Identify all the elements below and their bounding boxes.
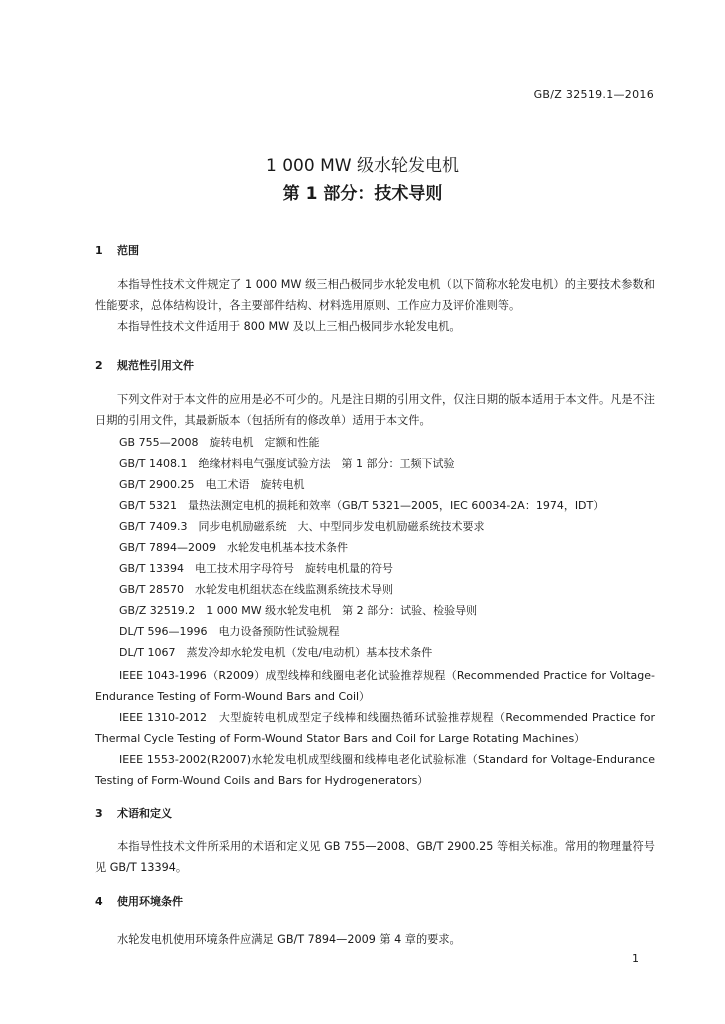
section-number: 4 xyxy=(95,895,103,908)
reference-item: GB 755—2008 旋转电机 定额和性能 xyxy=(119,436,320,449)
section-number: 1 xyxy=(95,244,103,257)
reference-item: GB/T 2900.25 电工术语 旋转电机 xyxy=(119,478,305,491)
section-title: 范围 xyxy=(117,244,139,257)
reference-item xyxy=(95,707,655,749)
document-title: 1 000 MW 级水轮发电机 xyxy=(266,156,459,176)
section-title: 规范性引用文件 xyxy=(117,359,194,372)
paragraph-text: 下列文件对于本文件的应用是必不可少的。凡是注日期的引用文件，仅注日期的版本适用于本文件。凡是不注日期的引用文件，其最新版本（包括所有的修改单）适用于本文件。 xyxy=(95,393,655,427)
reference-text: IEEE 1310-2012 大型旋转电机成型定子线棒和线圈热循环试验推荐规程（Recommended Practice for Thermal Cycle Testing of Form-Wound Stator Bars and Coil for Large Rotating Machines） xyxy=(95,711,655,745)
section-heading xyxy=(95,357,194,373)
section-heading xyxy=(95,805,172,821)
paragraph xyxy=(95,389,655,431)
reference-item: GB/Z 32519.2 1 000 MW 级水轮发电机 第 2 部分：试验、检验导则 xyxy=(119,604,478,617)
section-title: 使用环境条件 xyxy=(117,895,183,908)
paragraph xyxy=(95,274,655,316)
document-subtitle: 第 1 部分：技术导则 xyxy=(282,184,443,204)
section-heading xyxy=(95,242,139,258)
reference-text: IEEE 1553-2002(R2007)水轮发电机成型线圈和线棒电老化试验标准（Standard for Voltage-Endurance Testing of Form-Wound Coils and Bars for Hydrogenerators） xyxy=(95,753,655,787)
paragraph-text: 本指导性技术文件适用于 800 MW 及以上三相凸极同步水轮发电机。 xyxy=(117,320,461,333)
reference-item: GB/T 5321 量热法测定电机的损耗和效率（GB/T 5321—2005，IEC 60034-2A：1974，IDT） xyxy=(119,499,605,512)
paragraph-text: 本指导性技术文件所采用的术语和定义见 GB 755—2008、GB/T 2900.25 等相关标准。常用的物理量符号见 GB/T 13394。 xyxy=(95,840,655,874)
reference-item: GB/T 1408.1 绝缘材料电气强度试验方法 第 1 部分：工频下试验 xyxy=(119,457,455,470)
paragraph-text: 水轮发电机使用环境条件应满足 GB/T 7894—2009 第 4 章的要求。 xyxy=(117,933,461,946)
section-title: 术语和定义 xyxy=(117,807,172,820)
paragraph-text: 本指导性技术文件规定了 1 000 MW 级三相凸极同步水轮发电机（以下简称水轮发电机）的主要技术参数和性能要求，总体结构设计，各主要部件结构、材料选用原则、工作应力及评价准则等。 xyxy=(95,278,655,312)
reference-item xyxy=(95,665,655,707)
paragraph xyxy=(95,929,655,950)
standard-code: GB/Z 32519.1—2016 xyxy=(533,88,654,101)
page-number: 1 xyxy=(632,952,639,965)
reference-item: GB/T 28570 水轮发电机组状态在线监测系统技术导则 xyxy=(119,583,393,596)
section-number: 2 xyxy=(95,359,103,372)
reference-text: IEEE 1043-1996（R2009）成型线棒和线圈电老化试验推荐规程（Recommended Practice for Voltage-Endurance Testing of Form-Wound Bars and Coil） xyxy=(95,669,655,703)
paragraph xyxy=(95,316,655,337)
reference-item xyxy=(95,749,655,791)
reference-item: GB/T 7894—2009 水轮发电机基本技术条件 xyxy=(119,541,348,554)
reference-item: GB/T 13394 电工技术用字母符号 旋转电机量的符号 xyxy=(119,562,393,575)
paragraph xyxy=(95,836,655,878)
reference-item: GB/T 7409.3 同步电机励磁系统 大、中型同步发电机励磁系统技术要求 xyxy=(119,520,485,533)
section-number: 3 xyxy=(95,807,103,820)
reference-item: DL/T 1067 蒸发冷却水轮发电机（发电/电动机）基本技术条件 xyxy=(119,646,433,659)
reference-item: DL/T 596—1996 电力设备预防性试验规程 xyxy=(119,625,340,638)
section-heading xyxy=(95,893,183,909)
